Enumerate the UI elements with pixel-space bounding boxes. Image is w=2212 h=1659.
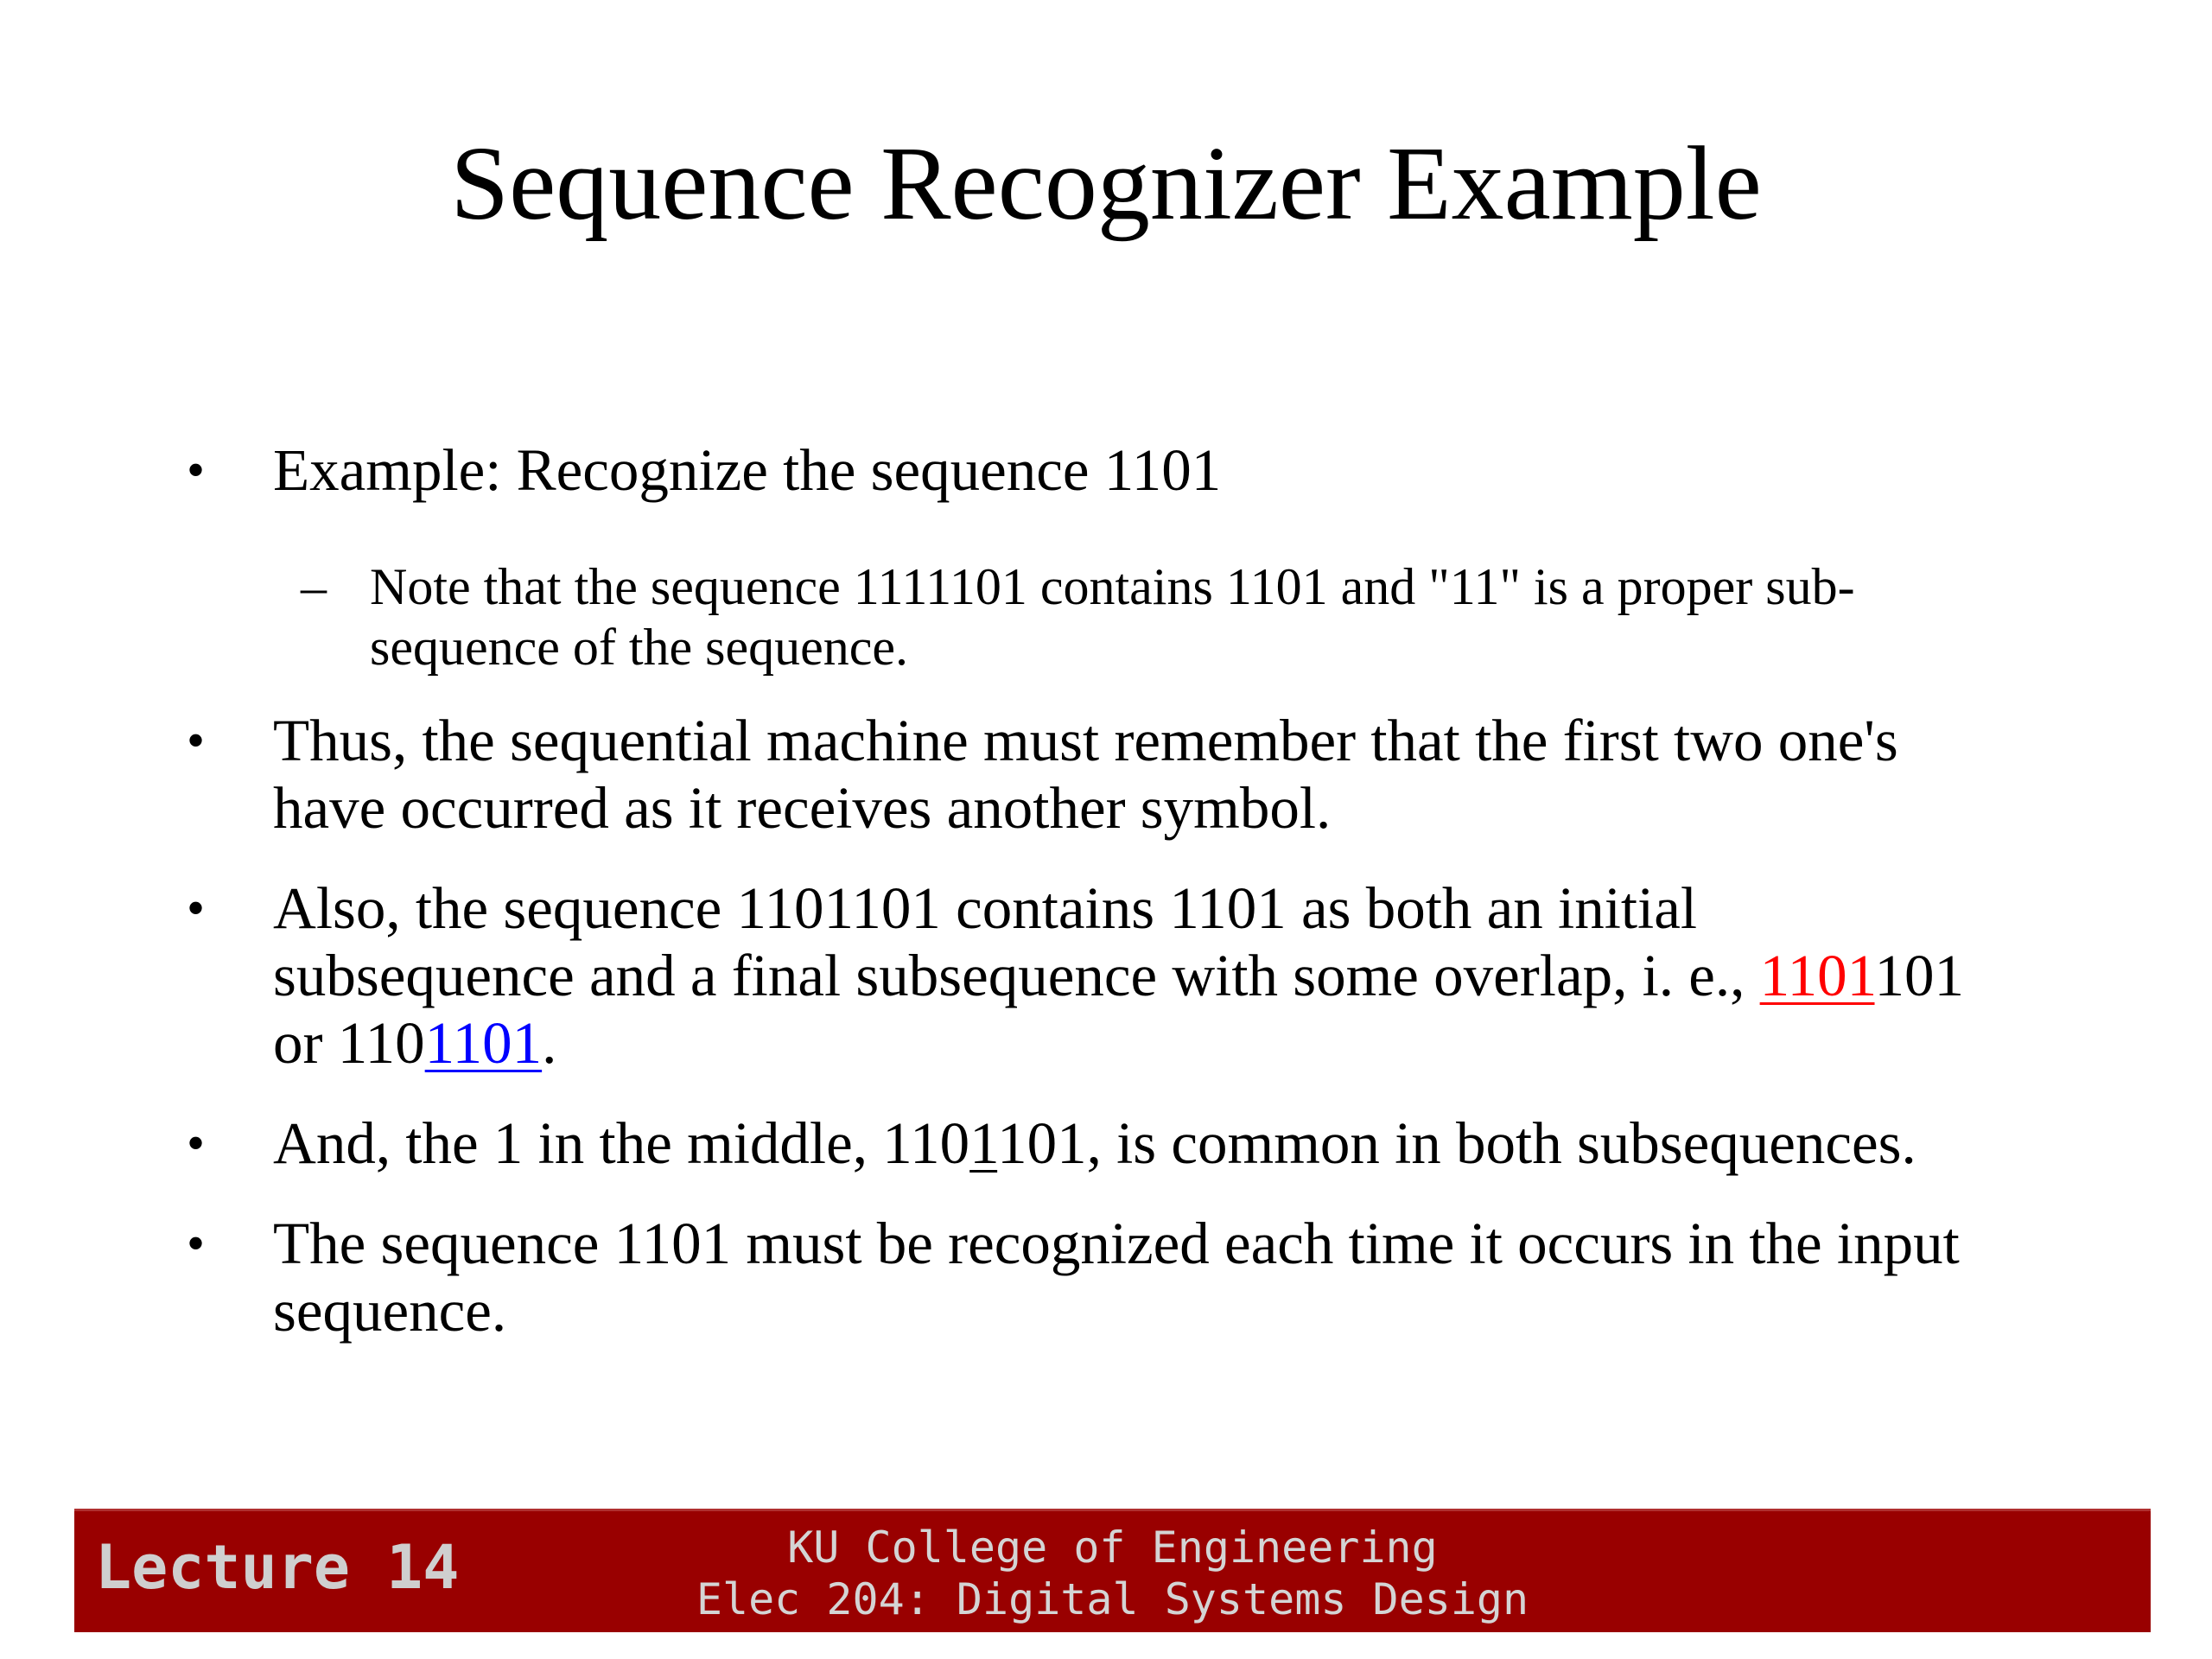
- bullet-4: [187, 1109, 2053, 1177]
- bullet-5: [187, 1210, 2053, 1344]
- bullet-5-line-2: sequence.: [273, 1278, 507, 1344]
- slide-title: Sequence Recognizer Example: [450, 125, 1762, 242]
- college-name: KU College of Engineering: [787, 1522, 1438, 1573]
- bullet-1-text: Example: Recognize the sequence 1101: [273, 437, 1222, 503]
- initial-subsequence-highlight: 1101: [1759, 943, 1875, 1008]
- sub-bullet-marker: –: [301, 558, 327, 615]
- bullet-5-line-1: The sequence 1101 must be recognized each time it occurs in the input: [273, 1211, 1960, 1276]
- bullet-marker: •: [187, 442, 206, 499]
- bullet-3-line-2-tail: 101: [1874, 943, 1965, 1008]
- bullet-2: [187, 707, 2053, 842]
- bullet-3: [187, 874, 2053, 1077]
- bullet-3-line-3-text: or 110: [273, 1010, 425, 1076]
- sub-bullet-1: [301, 556, 2063, 677]
- bullet-marker: •: [187, 1115, 206, 1172]
- bullet-3-line-2-text: subsequence and a final subsequence with some overlap, i. e.,: [273, 943, 1760, 1008]
- sub-bullet-1-line-1: Note that the sequence 1111101 contains 1101 and "11" is a proper sub-: [370, 558, 1855, 615]
- bullet-4-tail: 101, is common in both subsequences.: [997, 1110, 1916, 1176]
- bullet-2-line-2: have occurred as it receives another symbol.: [273, 775, 1332, 841]
- bullet-marker: •: [187, 1215, 206, 1272]
- final-subsequence-highlight: 1101: [424, 1010, 543, 1076]
- sub-bullet-1-line-2: sequence of the sequence.: [370, 619, 909, 676]
- bullet-4-text: And, the 1 in the middle, 110: [273, 1110, 970, 1176]
- bullet-3-line-3: [273, 1009, 2053, 1077]
- bullet-1: [187, 436, 2053, 504]
- lecture-label: Lecture 14: [95, 1532, 460, 1603]
- bullet-marker: •: [187, 880, 206, 937]
- bullet-3-line-3-tail: .: [542, 1010, 557, 1076]
- common-digit-highlight: 1: [969, 1110, 998, 1176]
- course-info: [74, 1522, 2151, 1625]
- bullet-marker: •: [187, 712, 206, 769]
- bullet-3-line-2: [273, 942, 2053, 1009]
- course-name: Elec 204: Digital Systems Design: [696, 1574, 1529, 1624]
- bullet-3-line-1: Also, the sequence 1101101 contains 1101 as both an initial: [273, 875, 1698, 941]
- footer-bar: [74, 1509, 2151, 1632]
- bullet-2-line-1: Thus, the sequential machine must remember that the first two one's: [273, 708, 1898, 773]
